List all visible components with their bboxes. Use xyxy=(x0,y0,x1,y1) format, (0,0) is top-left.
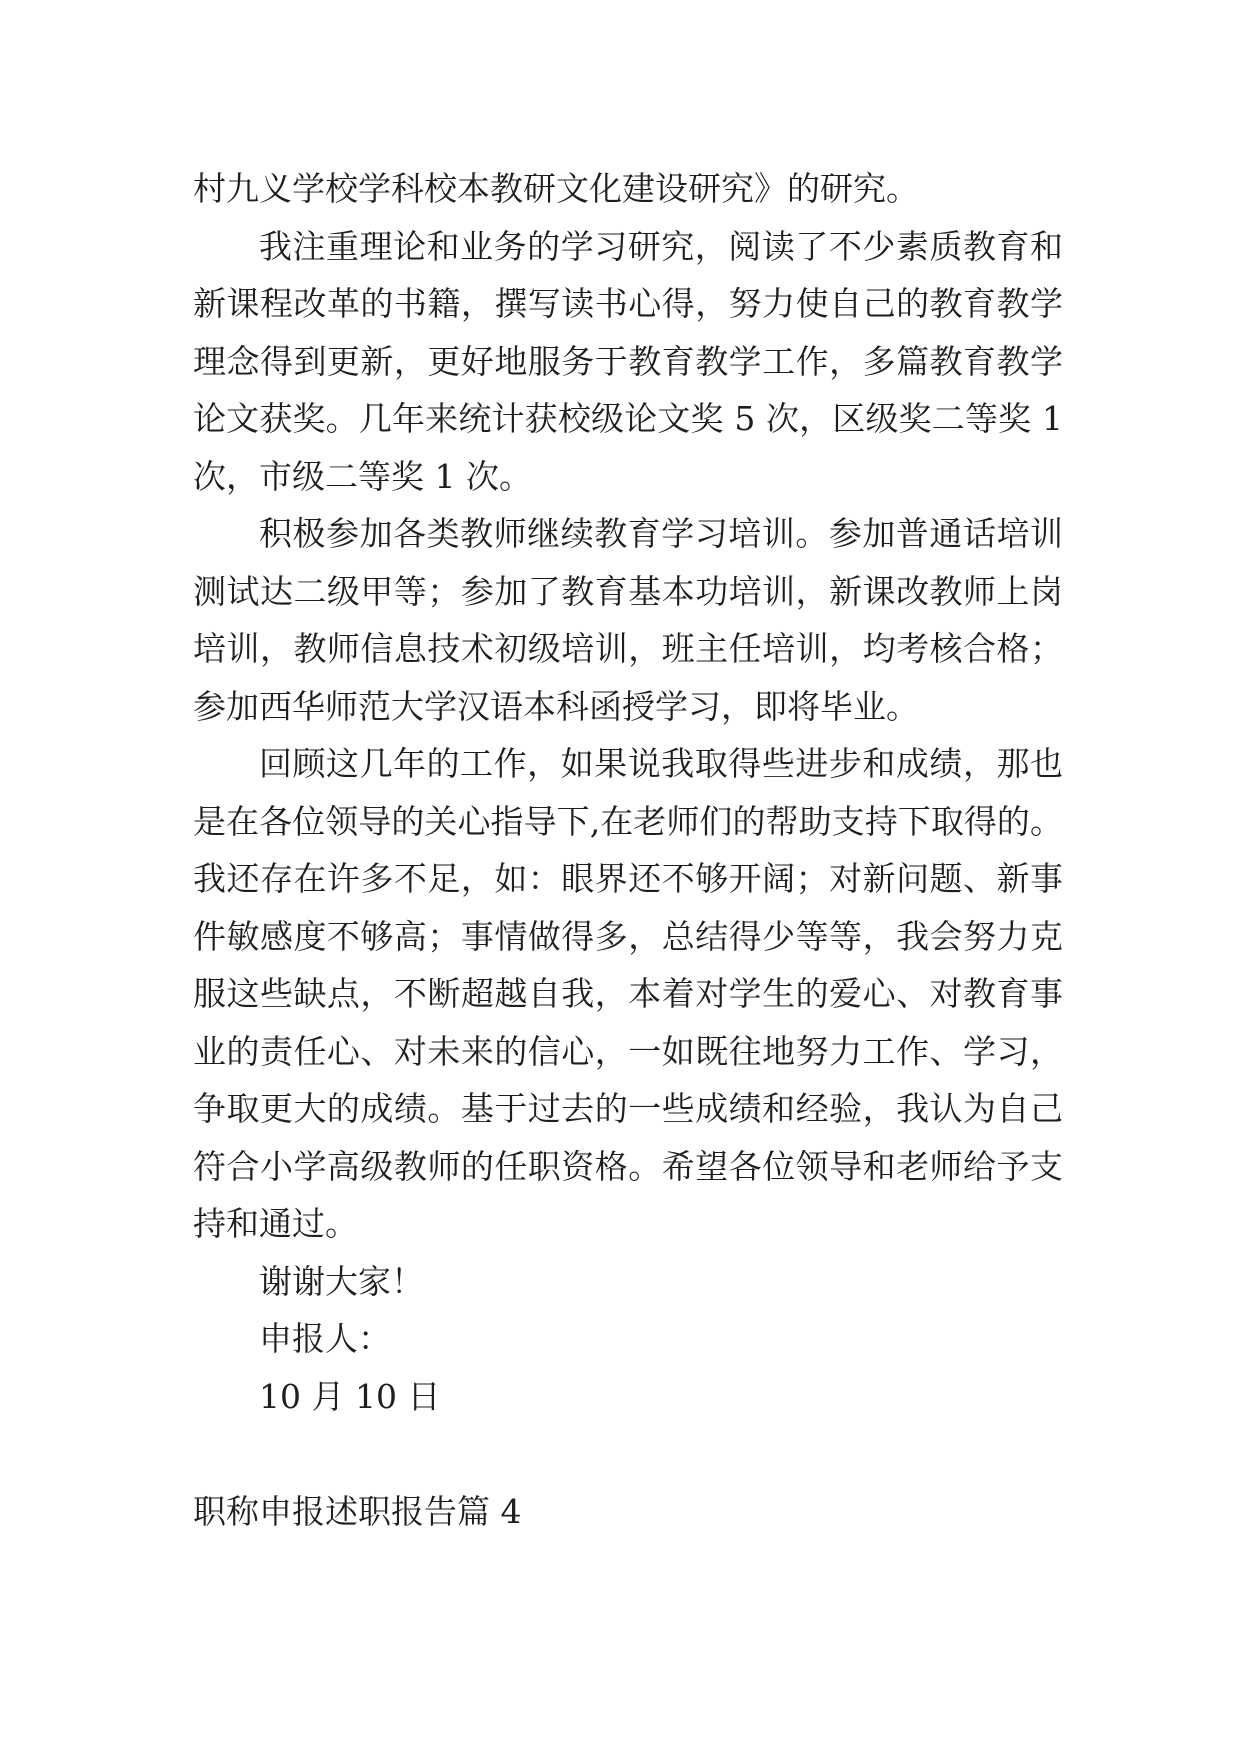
text-line: 是在各位领导的关心指导下,在老师们的帮助支持下取得的。 xyxy=(193,801,1063,841)
paragraph xyxy=(193,735,1063,1253)
text-line: 件敏感度不够高；事情做得多，总结得少等等，我会努力克 xyxy=(193,916,1063,956)
text-line: 符合小学高级教师的任职资格。希望各位领导和老师给予支 xyxy=(193,1146,1063,1186)
text-line: 我还存在许多不足，如：眼界还不够开阔；对新问题、新事 xyxy=(193,859,1063,898)
text-line: 测试达二级甲等；参加了教育基本功培训，新课改教师上岗 xyxy=(193,571,1063,611)
text-line: 次，市级二等奖 1 次。 xyxy=(193,456,532,496)
text-line: 积极参加各类教师继续教育学习培训。参加普通话培训 xyxy=(259,514,1063,553)
text-line: 持和通过。 xyxy=(193,1204,358,1243)
text-line: 参加西华师范大学汉语本科函授学习，即将毕业。 xyxy=(193,686,919,726)
text-line: 争取更大的成绩。基于过去的一些成绩和经验，我认为自己 xyxy=(193,1089,1063,1128)
text-line: 理念得到更新，更好地服务于教育教学工作，多篇教育教学 xyxy=(193,341,1063,381)
text-line: 回顾这几年的工作，如果说我取得些进步和成绩，那也 xyxy=(259,744,1063,783)
text-line: 新课程改革的书籍，撰写读书心得，努力使自己的教育教学 xyxy=(193,284,1063,323)
date-line: 10 月 10 日 xyxy=(259,1376,441,1416)
paragraph xyxy=(193,505,1063,735)
thanks-line: 谢谢大家！ xyxy=(259,1261,424,1301)
section-heading: 职称申报述职报告篇 4 xyxy=(193,1492,522,1531)
text-line: 培训，教师信息技术初级培训，班主任培训，均考核合格； xyxy=(193,629,1063,668)
text-line: 村九义学校学科校本教研文化建设研究》的研究。 xyxy=(193,169,919,208)
paragraph xyxy=(193,218,1063,506)
text-line: 论文获奖。几年来统计获校级论文奖 5 次，区级奖二等奖 1 xyxy=(193,399,1063,438)
text-line: 我注重理论和业务的学习研究，阅读了不少素质教育和 xyxy=(259,226,1063,266)
text-line: 业的责任心、对未来的信心，一如既往地努力工作、学习， xyxy=(193,1031,1063,1071)
paragraph xyxy=(193,160,1063,218)
applicant-line: 申报人： xyxy=(259,1319,391,1358)
document-body xyxy=(193,160,1063,1425)
text-line: 服这些缺点，不断超越自我，本着对学生的爱心、对教育事 xyxy=(193,974,1063,1013)
